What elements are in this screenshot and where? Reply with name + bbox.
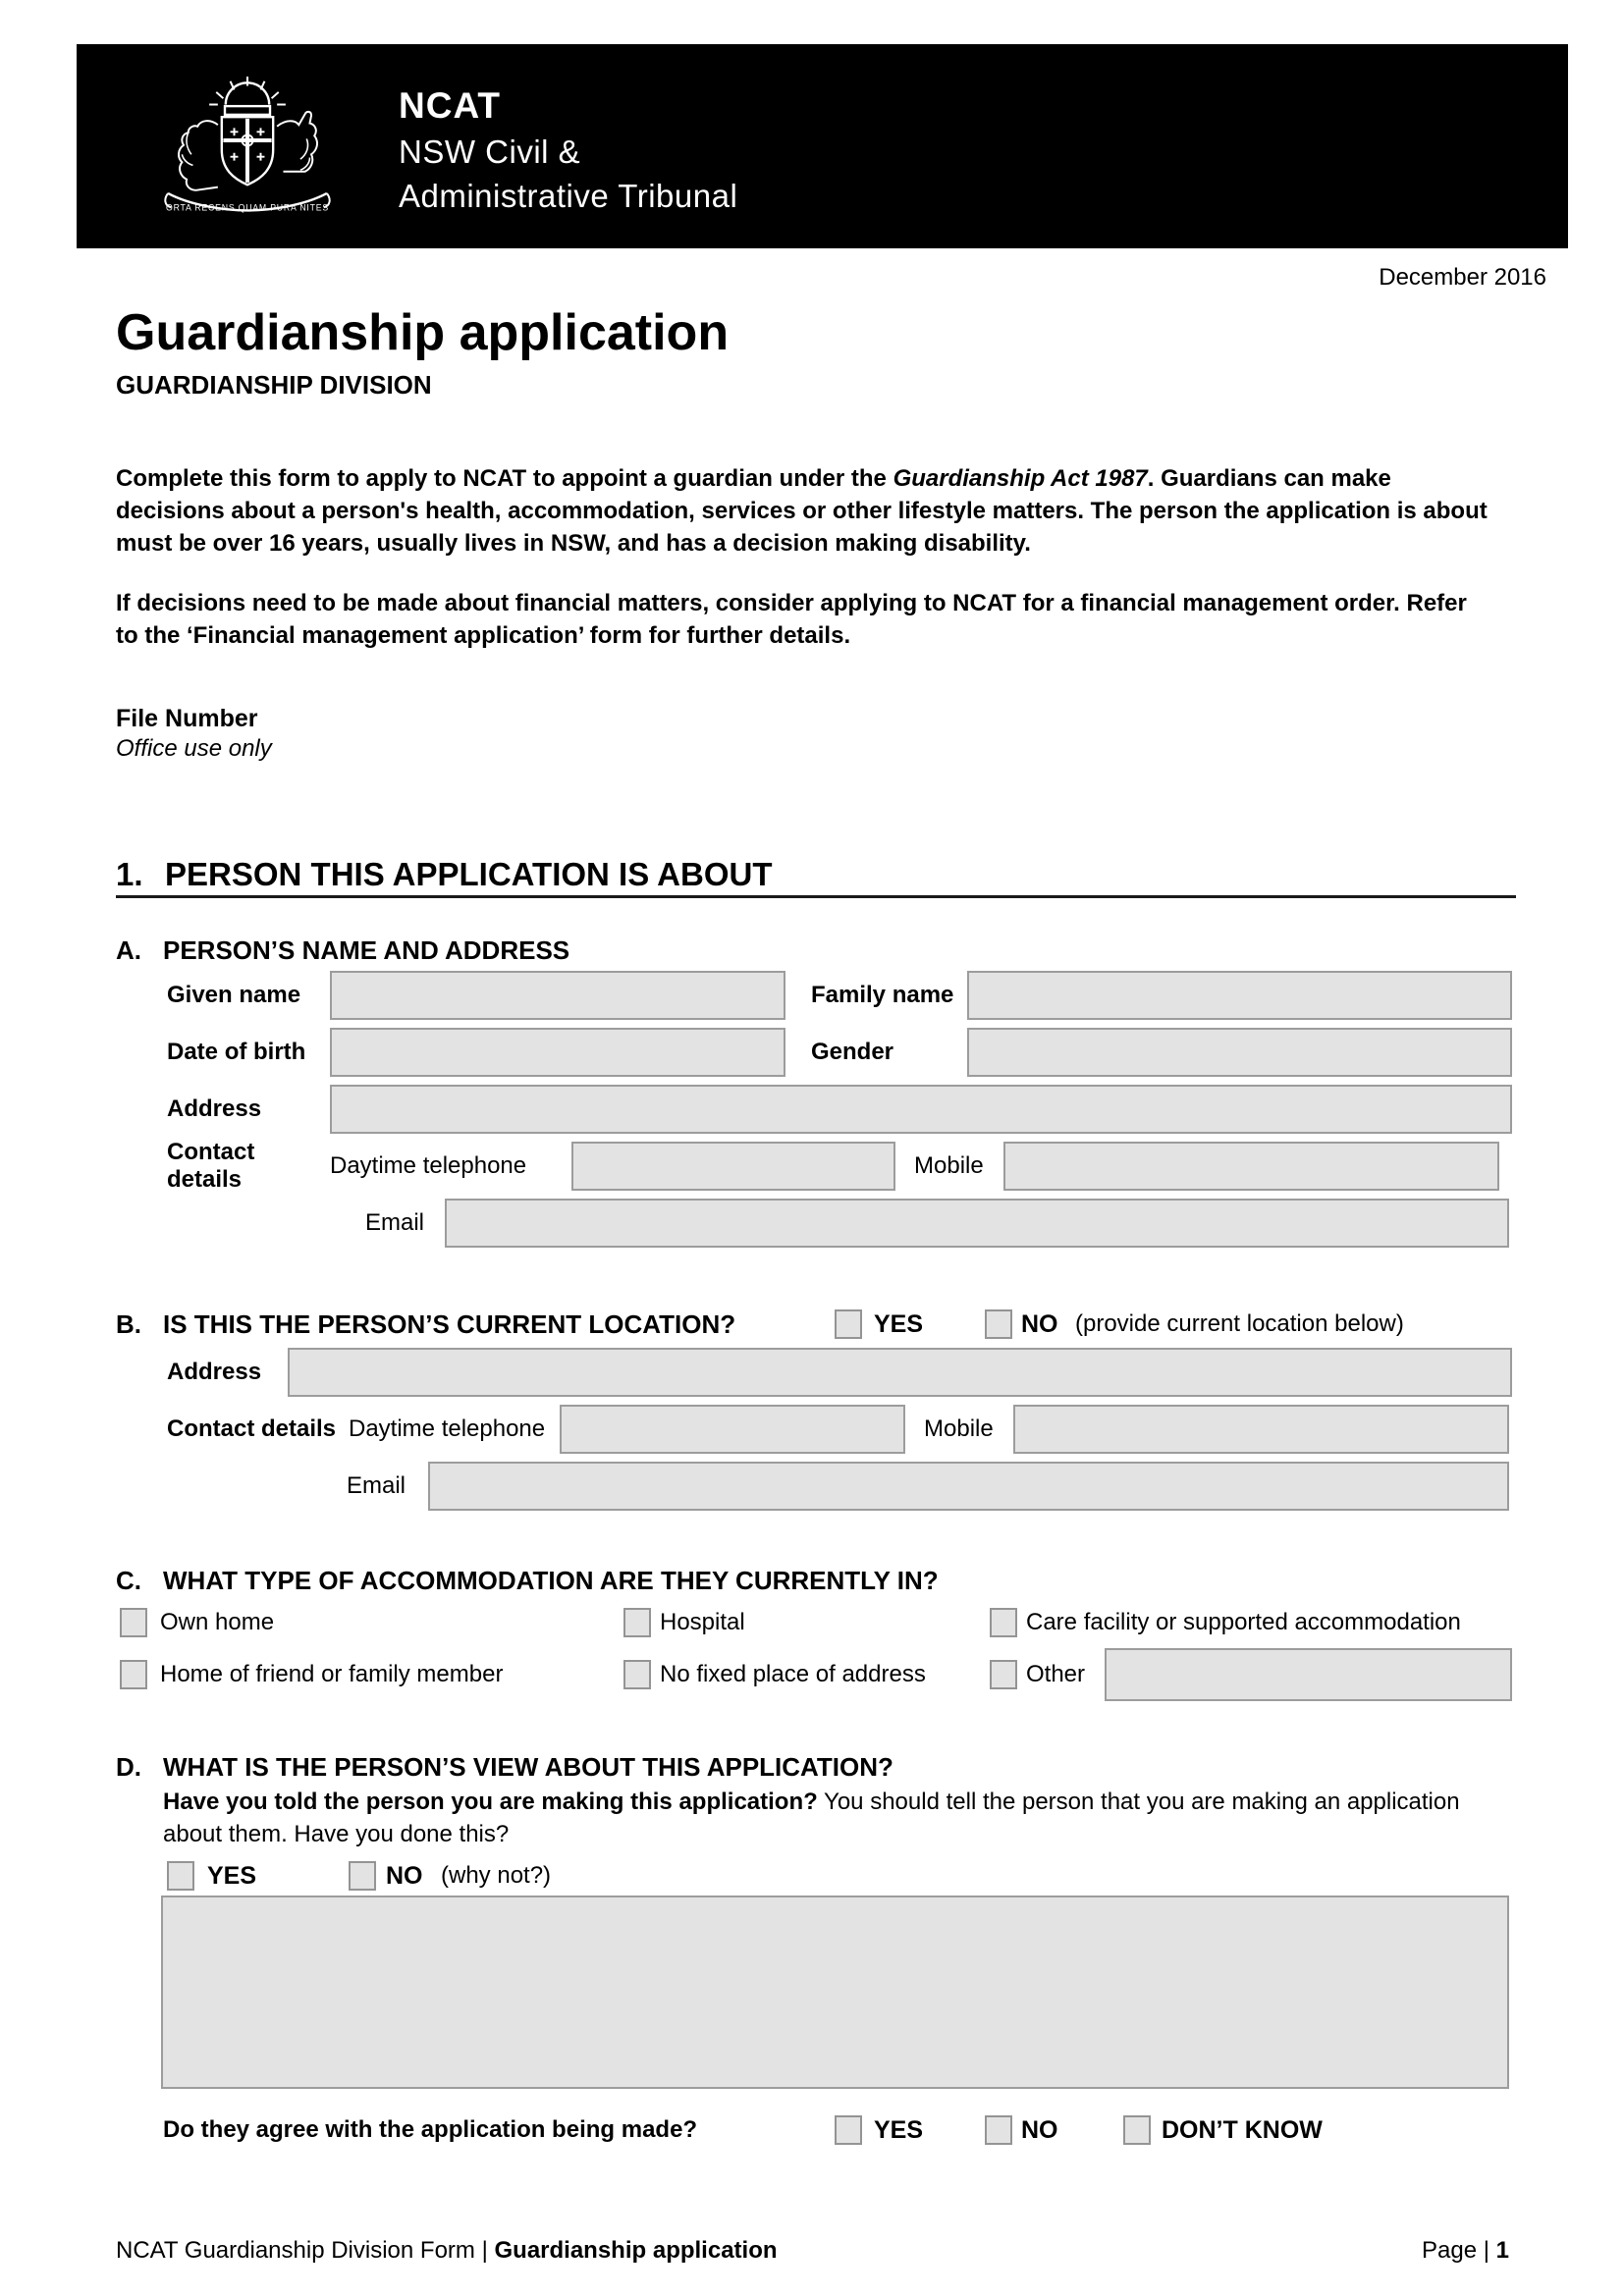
other-accommodation-input[interactable] [1105, 1648, 1512, 1701]
intro-paragraph-1 [116, 462, 1490, 560]
gender-label: Gender [811, 1039, 894, 1065]
given-name-input[interactable] [330, 971, 785, 1020]
own-home-label: Own home [160, 1609, 275, 1635]
email-row [116, 1199, 1512, 1248]
no-fixed-address-checkbox[interactable] [623, 1660, 651, 1689]
care-facility-label: Care facility or supported accommodation [1026, 1609, 1461, 1635]
section-c-title: WHAT TYPE OF ACCOMMODATION ARE THEY CURRENTLY IN? [163, 1566, 939, 1595]
no-fixed-address-label: No fixed place of address [660, 1661, 926, 1687]
intro-p1-before: Complete this form to apply to NCAT to appoint a guardian under the [116, 465, 893, 492]
section-d-heading [116, 1752, 1512, 1782]
email-label: Email [365, 1209, 425, 1236]
told-no-note: (why not?) [441, 1862, 552, 1889]
section-1-rule [116, 895, 1516, 898]
section-a-title: PERSON’S NAME AND ADDRESS [163, 935, 570, 965]
logo-text [399, 87, 737, 212]
dob-input[interactable] [330, 1028, 785, 1077]
section-1-number: 1. [116, 856, 143, 892]
section-a-letter: A. [116, 935, 141, 965]
contact-details-row [116, 1139, 1512, 1193]
dob-gender-row [116, 1028, 1512, 1077]
agree-dont-know-label: DON’T KNOW [1162, 2115, 1323, 2144]
agree-yes-label: YES [874, 2115, 924, 2144]
given-name-label: Given name [167, 982, 301, 1008]
footer-right [1422, 2237, 1509, 2265]
form-date: December 2016 [1379, 264, 1546, 291]
current-mobile-input[interactable] [1013, 1405, 1509, 1454]
current-address-label: Address [167, 1359, 262, 1385]
footer-left [116, 2237, 778, 2265]
current-contact-details-label: Contact details [167, 1415, 337, 1442]
current-location-yes-label: YES [874, 1310, 924, 1338]
section-a-heading [116, 935, 1512, 965]
name-row [116, 971, 1512, 1020]
nsw-coat-of-arms-icon [131, 62, 364, 227]
why-not-textarea[interactable] [161, 1896, 1509, 2089]
section-1-heading [116, 856, 1512, 893]
current-location-yes-checkbox[interactable] [835, 1309, 862, 1339]
current-location-no-label: NO [1021, 1310, 1058, 1338]
section-b-letter: B. [116, 1309, 141, 1339]
intro-paragraph-2: If decisions need to be made about financial matters, consider applying to NCAT for a financial management order. Refer to the ‘Financial management application’ form for further details. [116, 590, 1467, 649]
agree-no-label: NO [1021, 2115, 1058, 2144]
current-contact-row [116, 1405, 1512, 1454]
told-person-answer-row [116, 1858, 1512, 1894]
current-email-row [116, 1462, 1512, 1511]
mobile-label: Mobile [914, 1152, 984, 1179]
page-footer [116, 2237, 1509, 2265]
section-1-title: PERSON THIS APPLICATION IS ABOUT [165, 856, 773, 892]
footer-separator: | [481, 2237, 488, 2264]
section-b-title: IS THIS THE PERSON’S CURRENT LOCATION? [163, 1309, 736, 1339]
current-location-no-checkbox[interactable] [985, 1309, 1012, 1339]
gender-input[interactable] [967, 1028, 1512, 1077]
email-input[interactable] [445, 1199, 1509, 1248]
section-b-heading [116, 1307, 1512, 1342]
told-person-question-rest: You should tell the person that you are making an application about them. Have you done this? [163, 1789, 1460, 1847]
intro-p1-act-name: Guardianship Act 1987 [893, 465, 1148, 492]
hospital-checkbox[interactable] [623, 1608, 651, 1637]
section-a-fields [116, 971, 1512, 1248]
page-title: Guardianship application [116, 304, 730, 361]
logo-line2: Administrative Tribunal [399, 178, 738, 214]
division-subtitle: GUARDIANSHIP DIVISION [116, 370, 432, 400]
current-location-no-note: (provide current location below) [1075, 1310, 1404, 1337]
told-yes-label: YES [207, 1861, 257, 1890]
footer-form-name: NCAT Guardianship Division Form [116, 2237, 475, 2264]
current-daytime-telephone-label: Daytime telephone [349, 1415, 546, 1442]
logo-line1: NSW Civil & [399, 133, 581, 170]
friend-family-home-checkbox[interactable] [120, 1660, 147, 1689]
page-content [116, 248, 1546, 2148]
daytime-telephone-input[interactable] [571, 1142, 895, 1191]
care-facility-checkbox[interactable] [990, 1608, 1017, 1637]
told-no-checkbox[interactable] [349, 1861, 376, 1891]
intro-p1-after: . Guardians can make decisions about a person's health, accommodation, services or other lifestyle matters. The person the application is about must be over 16 years, usually lives in NSW, and has a decision making disability. [116, 465, 1488, 557]
agree-dont-know-checkbox[interactable] [1123, 2115, 1151, 2145]
daytime-telephone-label: Daytime telephone [330, 1152, 527, 1179]
other-accommodation-checkbox[interactable] [990, 1660, 1017, 1689]
family-name-label: Family name [811, 982, 954, 1008]
told-person-question [163, 1786, 1508, 1850]
mobile-input[interactable] [1003, 1142, 1499, 1191]
agree-question-label: Do they agree with the application being made? [163, 2116, 698, 2143]
told-no-label: NO [386, 1861, 423, 1890]
page-label: Page [1422, 2237, 1478, 2264]
current-email-label: Email [347, 1472, 406, 1499]
agree-question-row [116, 2112, 1512, 2148]
page-separator: | [1483, 2237, 1489, 2264]
section-c-heading [116, 1566, 1512, 1595]
agree-no-checkbox[interactable] [985, 2115, 1012, 2145]
header-bar [77, 44, 1568, 248]
address-row [116, 1085, 1512, 1134]
told-yes-checkbox[interactable] [167, 1861, 194, 1891]
current-address-row [116, 1348, 1512, 1397]
current-mobile-label: Mobile [924, 1415, 994, 1442]
office-use-only-note: Office use only [116, 735, 272, 762]
crest-motto: ORTA RECENS QUAM PURA NITES [166, 202, 329, 213]
told-person-question-bold: Have you told the person you are making this application? [163, 1789, 818, 1815]
hospital-label: Hospital [660, 1609, 745, 1635]
agree-yes-checkbox[interactable] [835, 2115, 862, 2145]
section-d-title: WHAT IS THE PERSON’S VIEW ABOUT THIS APPLICATION? [163, 1752, 893, 1782]
own-home-checkbox[interactable] [120, 1608, 147, 1637]
section-c-letter: C. [116, 1566, 141, 1595]
section-b-fields [116, 1348, 1512, 1511]
current-address-input[interactable] [288, 1348, 1512, 1397]
page-number: 1 [1495, 2237, 1509, 2264]
other-accommodation-label: Other [1026, 1661, 1086, 1687]
family-name-input[interactable] [967, 971, 1512, 1020]
footer-form-title: Guardianship application [494, 2237, 778, 2264]
accommodation-options-row-2 [116, 1648, 1512, 1701]
contact-details-label: Contact details [167, 1139, 255, 1193]
current-email-input[interactable] [428, 1462, 1509, 1511]
address-input[interactable] [330, 1085, 1512, 1134]
friend-family-home-label: Home of friend or family member [160, 1661, 504, 1687]
current-daytime-telephone-input[interactable] [560, 1405, 905, 1454]
accommodation-options-row-1 [116, 1605, 1512, 1640]
logo-ncat: NCAT [399, 85, 502, 126]
dob-label: Date of birth [167, 1039, 306, 1065]
section-d-letter: D. [116, 1752, 141, 1782]
file-number-label: File Number [116, 705, 258, 732]
address-label: Address [167, 1095, 262, 1122]
